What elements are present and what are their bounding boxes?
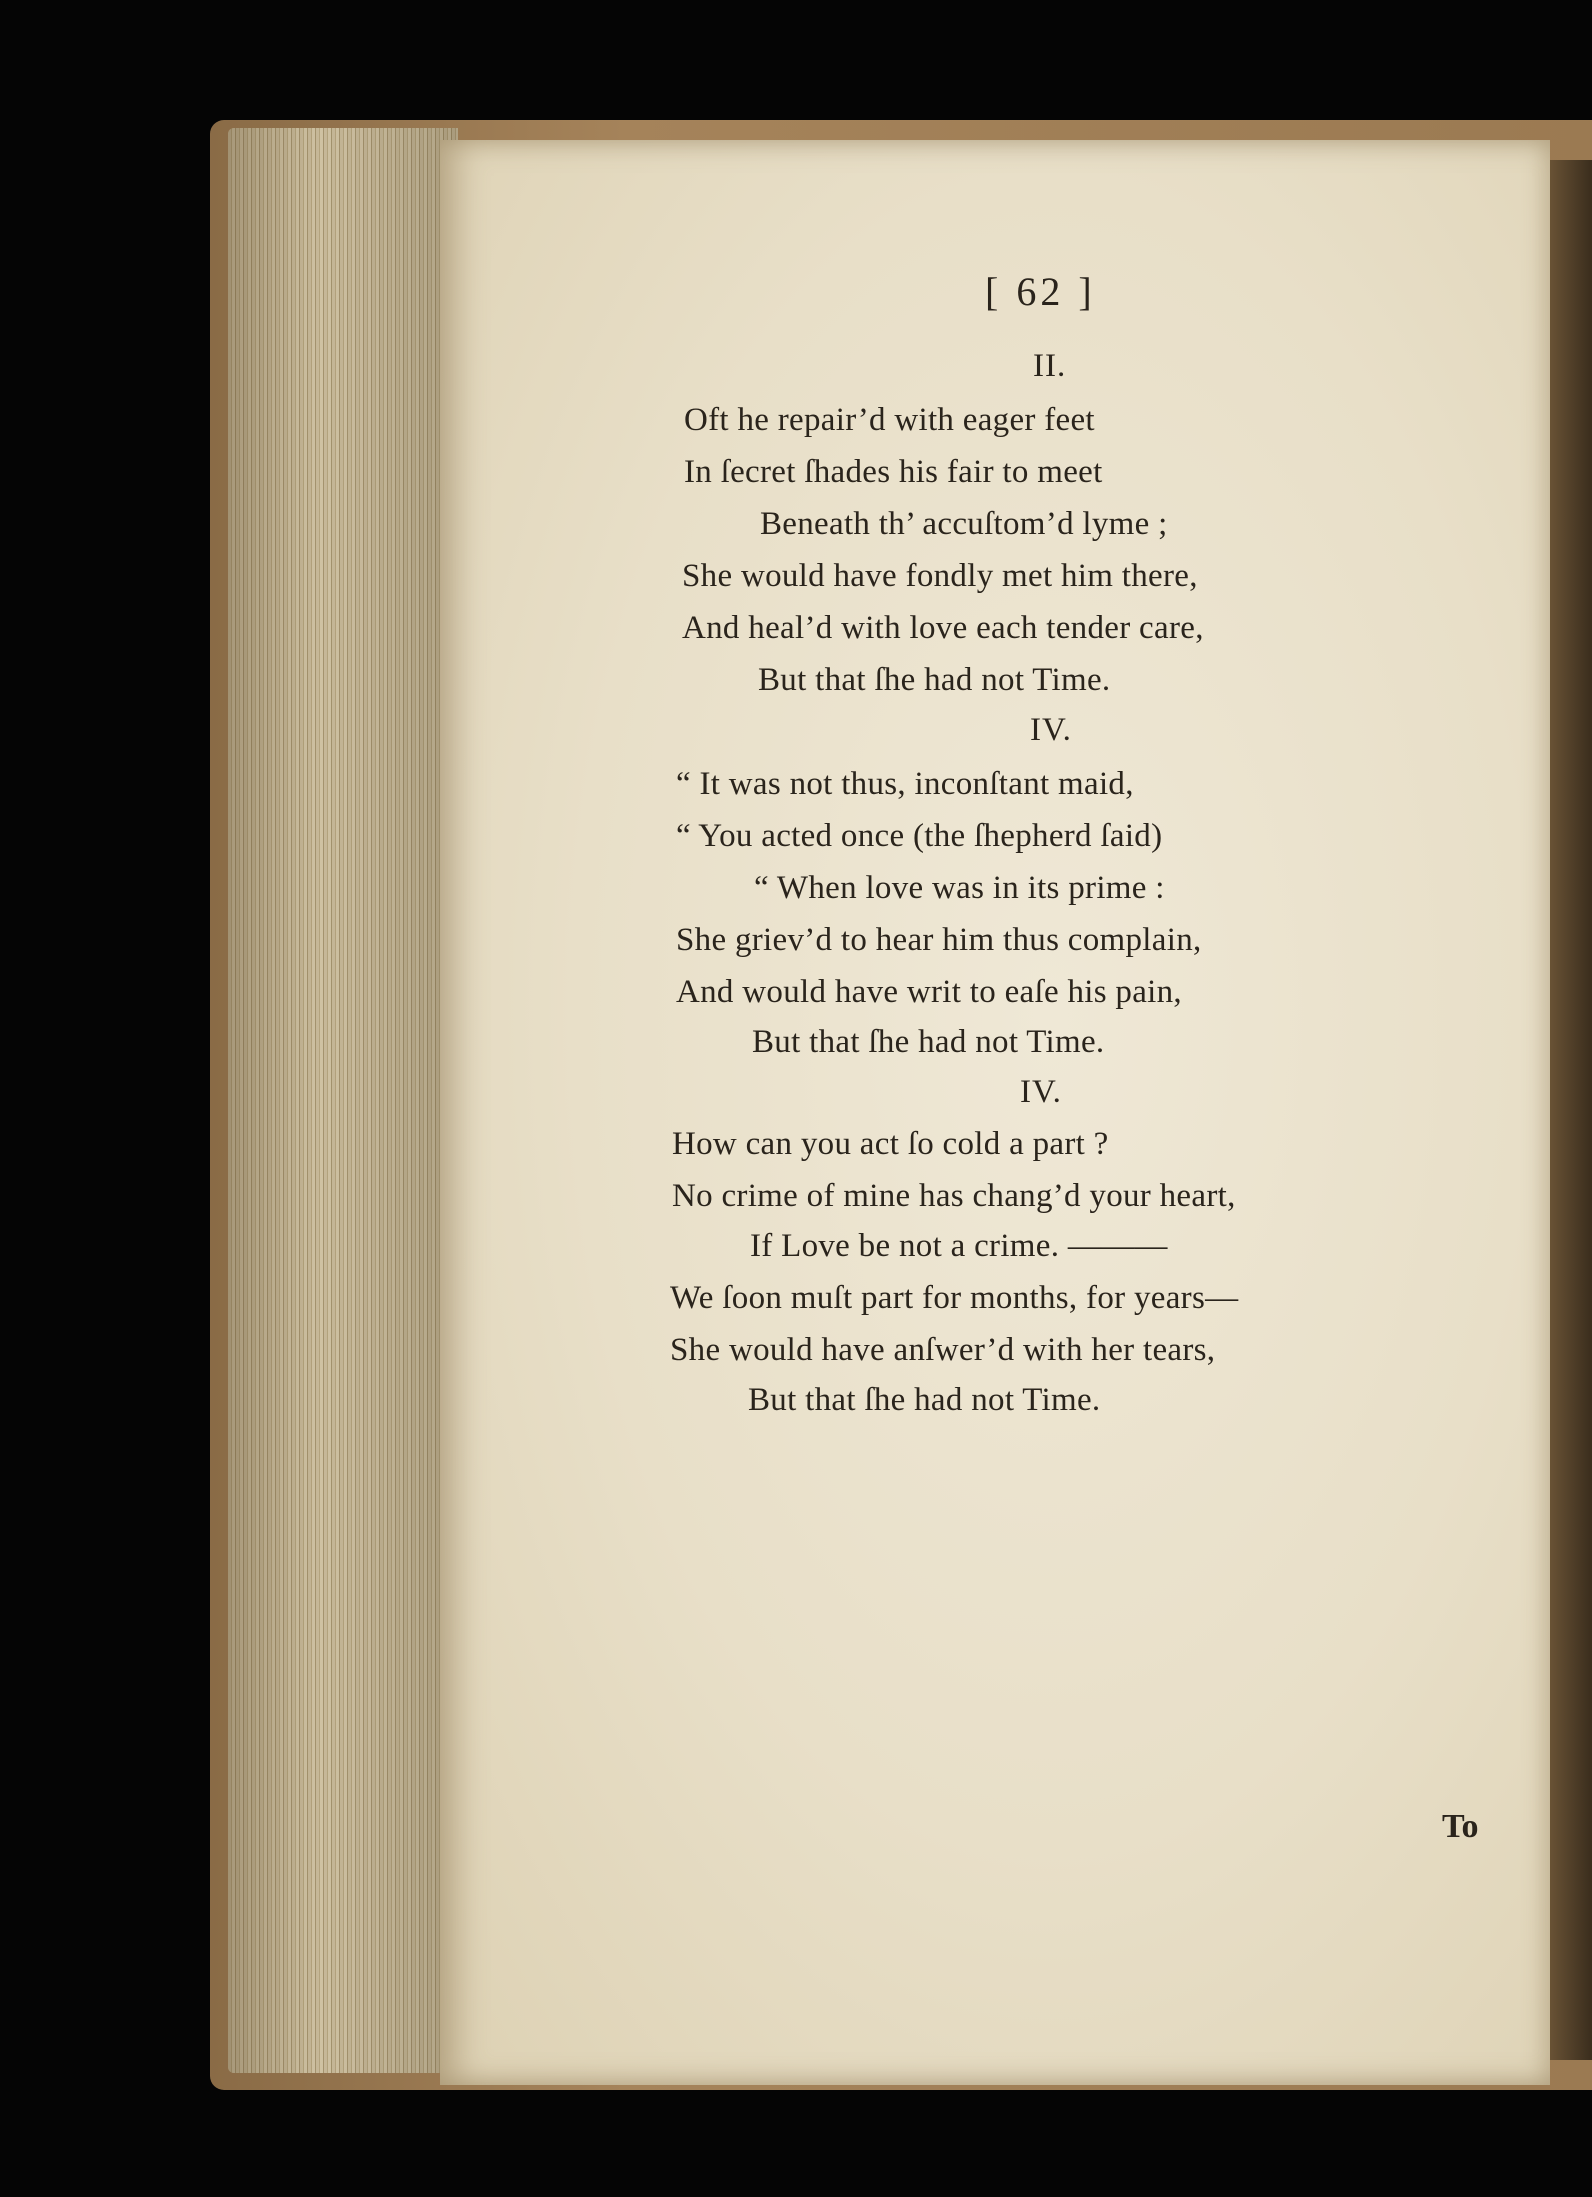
verse-line: But that ſhe had not Time. (758, 662, 1111, 698)
verse-line: “ When love was in its prime : (754, 870, 1165, 906)
verse-line: But that ſhe had not Time. (748, 1382, 1101, 1418)
verse-line: Beneath th’ accuſtom’d lyme ; (760, 506, 1168, 542)
page-number: [ 62 ] (985, 269, 1096, 314)
verse-line: We ſoon muſt part for months, for years— (670, 1280, 1239, 1316)
verse-line: “ It was not thus, inconſtant maid, (676, 766, 1134, 802)
verse-line: If Love be not a crime. ——— (750, 1228, 1168, 1264)
verse-line: But that ſhe had not Time. (752, 1024, 1105, 1060)
verse-line: She would have fondly met him there, (682, 558, 1198, 594)
verse-line: No crime of mine has chang’d your heart, (672, 1178, 1236, 1214)
verse-line: “ You acted once (the ſhepherd ſaid) (676, 818, 1163, 854)
verse-line: How can you act ſo cold a part ? (672, 1126, 1109, 1162)
verse-line: She griev’d to hear him thus complain, (676, 922, 1202, 958)
verse-line: And heal’d with love each tender care, (682, 610, 1204, 646)
stanza-heading: IV. (1020, 1074, 1062, 1110)
stanza-heading: IV. (1030, 712, 1072, 748)
verse-line: In ſecret ſhades his fair to meet (684, 454, 1103, 490)
stanza-heading: II. (1033, 348, 1067, 384)
verse-line: She would have anſwer’d with her tears, (670, 1332, 1216, 1368)
verse-line: Oft he repair’d with eager feet (684, 402, 1095, 438)
catchword: To (1442, 1808, 1479, 1845)
verse-line: And would have writ to eaſe his pain, (676, 974, 1182, 1010)
